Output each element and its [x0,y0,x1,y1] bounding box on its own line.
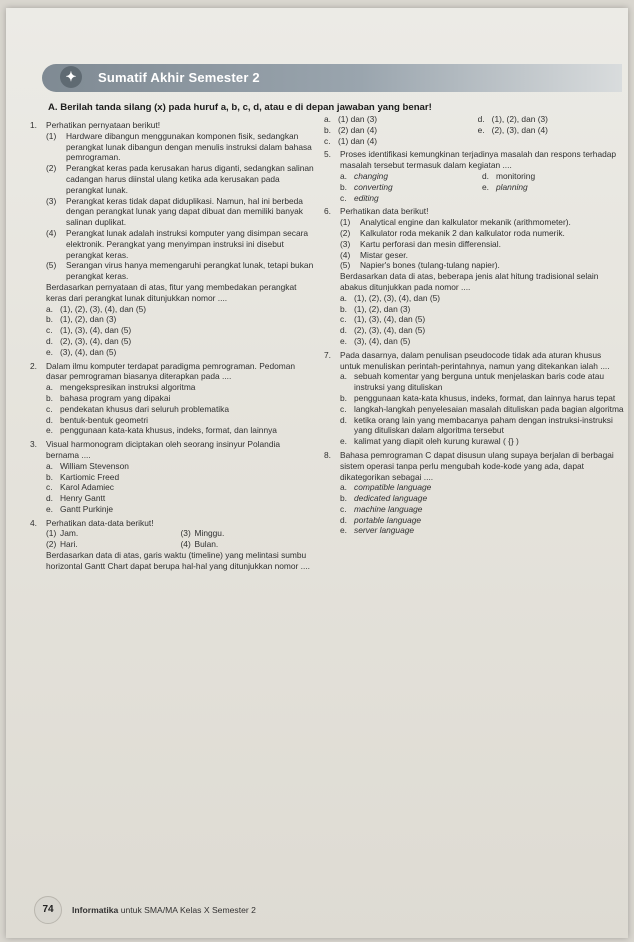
option-c[interactable]: c. (1), (3), (4), dan (5) [340,314,426,325]
option-d[interactable]: d. portable language [340,514,422,525]
option-b[interactable]: b. (2) dan (4) [324,124,378,135]
option-d[interactable]: d. monitoring [482,170,536,181]
question-stem: Perhatikan data-data berikut! [46,517,154,528]
option-b[interactable]: b. Kartiomic Freed [46,471,120,482]
question-stem: Perhatikan data berikut! [340,206,429,217]
option-b[interactable]: b. converting [340,181,393,192]
option-d[interactable]: d. (2), (3), (4), dan (5) [46,335,132,346]
option-b[interactable]: b. dedicated language [340,493,428,504]
option-e[interactable]: e. (2), (3), dan (4) [477,124,548,135]
question-stem: Proses identifikasi kemungkinan terjadinya masalah dan respons terhadap masalah tersebut termasuk dalam kegiatan .... [340,149,617,171]
option-e[interactable]: e. planning [482,181,528,192]
book-page [6,8,628,938]
star-icon: ✦ [60,66,82,88]
option-c[interactable]: c. Karol Adamiec [46,482,114,493]
question-6 [324,206,624,346]
book-title: Informatika untuk SMA/MA Kelas X Semester 2 [72,905,256,915]
option-a[interactable]: a. (1), (2), (3), (4), dan (5) [46,303,147,314]
option-e[interactable]: e. (3), (4), dan (5) [340,335,411,346]
question-stem: Perhatikan pernyataan berikut! [46,120,161,130]
option-b[interactable]: b. penggunaan kata-kata khusus, indeks, format, dan lainnya harus tepat [340,392,616,403]
statement: (4) Mistar geser. [340,249,408,260]
option-d[interactable]: d. Henry Gantt [46,493,106,504]
question-ask: Berdasarkan data di atas, garis waktu (timeline) yang melintasi sumbu horizontal Gantt Chart dapat berupa hal-hal yang ditunjukkan nomor .... [46,550,310,571]
instruction-text: A. Berilah tanda silang (x) pada huruf a, b, c, d, atau e di depan jawaban yang benar! [48,102,432,113]
question-5 [324,149,624,203]
statement: (1) Analytical engine dan kalkulator mekanik (arithmometer). [340,217,571,228]
page-footer [34,896,256,924]
option-d[interactable]: d. bentuk-bentuk geometri [46,414,148,425]
option-e[interactable]: e. (3), (4), dan (5) [46,346,117,357]
option-a[interactable]: a. mengekspresikan instruksi algoritma [46,382,196,393]
option-b[interactable]: b. (1), (2), dan (3) [46,314,117,325]
option-c[interactable]: c. machine language [340,503,423,514]
statement: (2) Kalkulator roda mekanik 2 dan kalkulator roda numerik. [340,227,565,238]
question-number: 6. [324,206,331,217]
option-e[interactable]: e. server language [340,525,415,536]
question-1 [30,120,315,358]
option-e[interactable]: e. Gantt Purkinje [46,503,114,514]
option-c[interactable]: c. pendekatan khusus dari seluruh problematika [46,403,230,414]
statement: (5) Serangan virus hanya memengaruhi perangkat lunak, tetapi bukan perangkat keras. [46,260,314,282]
question-stem: Bahasa pemrograman C dapat disusun ulang supaya berjalan di berbagai sistem operasi tanpa perlu mengubah kode-kode yang ada, dapat dikategorikan sebagai .... [340,449,614,482]
question-number: 1. [30,120,37,130]
option-e[interactable]: e. kalimat yang diapit oleh kurung kurawal ( {} ) [340,436,519,447]
statement: (3) Perangkat keras tidak dapat diduplikasi. Namun, hal ini berbeda dengan perangkat lunak yang dapat dibuat dan memiliki banyak salinan duplikat. [46,195,303,228]
option-d[interactable]: d. (2), (3), (4), dan (5) [340,325,426,336]
question-stem: Dalam ilmu komputer terdapat paradigma pemrograman. Pedoman dasar pemrograman biasanya diterapkan pada .... [46,360,296,382]
option-c[interactable]: c. (1), (3), (4), dan (5) [46,325,132,336]
section-title: Sumatif Akhir Semester 2 [98,70,260,85]
option-d[interactable]: d. (1), (2), dan (3) [477,114,548,124]
option-a[interactable]: a. compatible language [340,482,432,493]
statement: (1) Hardware dibangun menggunakan komponen fisik, sedangkan perangkat lunak dibangun dengan menulis instruksi dalam bahasa pemrograman. [46,130,312,163]
option-b[interactable]: b. (1), (2), dan (3) [340,303,411,314]
option-b[interactable]: b. bahasa program yang dipakai [46,392,171,403]
option-c[interactable]: c. (1) dan (4) [324,135,378,146]
statement: (5) Napier's bones (tulang-tulang napier). [340,260,500,271]
question-number: 8. [324,449,331,460]
option-c[interactable]: c. langkah-langkah penyelesaian masalah dituliskan pada bagian algoritma [340,403,624,414]
question-4 [30,518,315,572]
data-list: (1) Jam. (3) Minggu. (2) Hari. (4) Bulan. [46,528,225,550]
statement: (2) Perangkat keras pada kerusakan harus diganti, sedangkan salinan cadangan harus diinstal ulang ketika ada kerusakan pada perangkat lunak. [46,163,314,195]
question-2 [30,361,315,437]
page-number: 74 [34,896,62,924]
question-number: 7. [324,349,331,360]
right-column [324,114,624,539]
option-e[interactable]: e. penggunaan kata-kata khusus, indeks, format, dan lainnya [46,425,277,436]
option-a[interactable]: a. sebuah komentar yang berguna untuk menjelaskan baris code atau instruksi yang dituliskan [340,371,605,393]
question-number: 3. [30,439,37,450]
statement: (3) Kartu perforasi dan mesin differensial. [340,238,501,249]
question-stem: Pada dasarnya, dalam penulisan pseudocode tidak ada aturan khusus untuk menuliskan perintah-perintahnya, namun yang ditekankan ialah .... [340,349,610,371]
question-8 [324,450,624,536]
statement: (4) Perangkat lunak adalah instruksi komputer yang disimpan secara elektronik. Perangkat yang menyimpan instruksi ini disebut perangkat keras. [46,227,309,260]
option-a[interactable]: a. changing [340,170,388,181]
question-number: 5. [324,149,331,160]
option-a[interactable]: a. William Stevenson [46,460,129,471]
question-3 [30,439,315,515]
question-ask: Berdasarkan data di atas, beberapa jenis alat hitung tradisional selain abakus ditunjukkan pada nomor .... [340,271,599,292]
left-column [30,120,315,575]
question-7 [324,350,624,447]
option-a[interactable]: a. (1) dan (3) [324,114,378,124]
question-number: 2. [30,360,37,371]
option-d[interactable]: d. ketika orang lain yang membacanya paham dengan instruksi-instruksi yang dituliskan dalam algoritma tersebut [340,414,613,436]
option-c[interactable]: c. editing [340,192,379,203]
option-a[interactable]: a. (1), (2), (3), (4), dan (5) [340,292,441,303]
question-number: 4. [30,517,37,528]
question-stem: Visual harmonogram diciptakan oleh seorang insinyur Polandia bernama .... [46,439,281,460]
question-4-options [324,114,624,146]
question-ask: Berdasarkan pernyataan di atas, fitur yang membedakan perangkat keras dari perangkat lunak ditunjukkan nomor .... [46,281,297,303]
